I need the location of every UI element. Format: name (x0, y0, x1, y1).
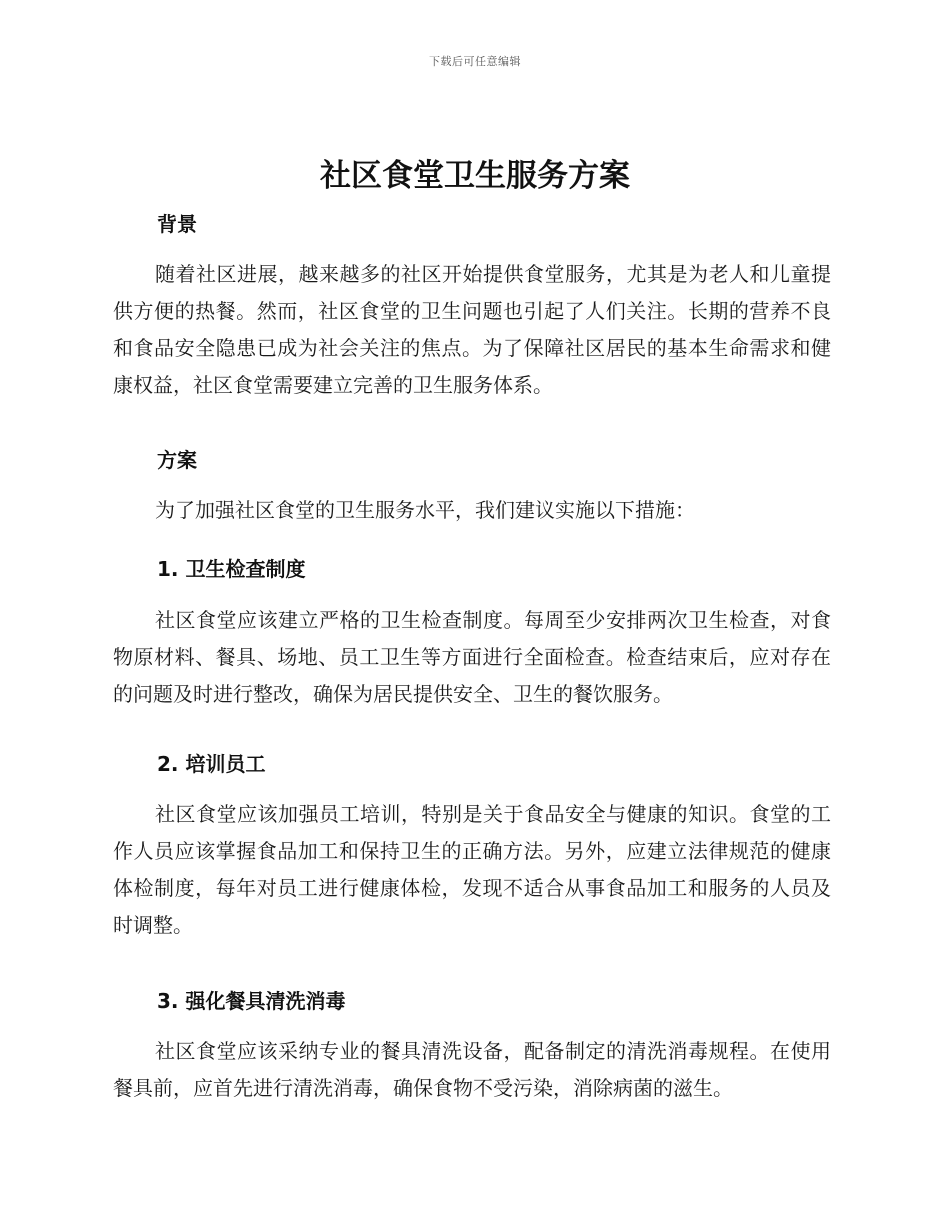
measure-paragraph-2: 社区食堂应该加强员工培训，特别是关于食品安全与健康的知识。食堂的工作人员应该掌握食品加工和保持卫生的正确方法。另外，应建立法律规范的健康体检制度，每年对员工进行健康体检，发现不适合从事食品加工和服务的人员及时调整。 (113, 802, 831, 937)
section-heading-background: 背景 (157, 212, 197, 236)
page-header: 下载后可任意编辑 (429, 55, 521, 68)
measure-heading-1: 1. 卫生检查制度 (157, 557, 306, 581)
measure-heading-2: 2. 培训员工 (157, 752, 266, 776)
document-title: 社区食堂卫生服务方案 (320, 158, 630, 194)
background-paragraph: 随着社区进展，越来越多的社区开始提供食堂服务，尤其是为老人和儿童提供方便的热餐。然而，社区食堂的卫生问题也引起了人们关注。长期的营养不良和食品安全隐患已成为社会关注的焦点。为了保障社区居民的基本生命需求和健康权益，社区食堂需要建立完善的卫生服务体系。 (113, 262, 831, 397)
section-heading-plan: 方案 (157, 448, 197, 472)
plan-intro-paragraph: 为了加强社区食堂的卫生服务水平，我们建议实施以下措施： (155, 498, 695, 522)
measure-paragraph-3: 社区食堂应该采纳专业的餐具清洗设备，配备制定的清洗消毒规程。在使用餐具前，应首先进行清洗消毒，确保食物不受污染，消除病菌的滋生。 (113, 1039, 831, 1100)
measure-paragraph-1: 社区食堂应该建立严格的卫生检查制度。每周至少安排两次卫生检查，对食物原材料、餐具、场地、员工卫生等方面进行全面检查。检查结束后，应对存在的问题及时进行整改，确保为居民提供安全、卫生的餐饮服务。 (113, 608, 831, 706)
measure-heading-3: 3. 强化餐具清洗消毒 (157, 989, 346, 1013)
